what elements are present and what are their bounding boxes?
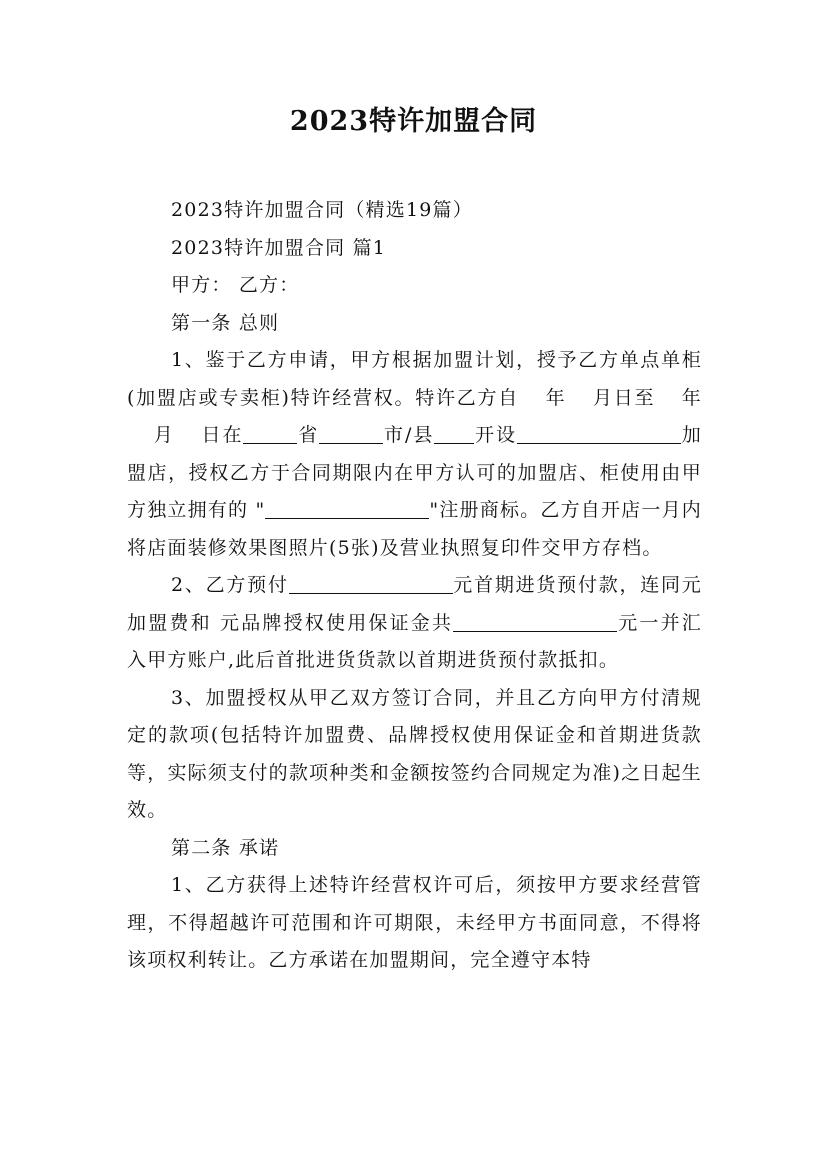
store-name-blank <box>517 424 681 444</box>
heading-line: 2023特许加盟合同 篇1 <box>171 236 387 259</box>
commitment-clause-1-paragraph: 1、乙方获得上述特许经营权许可后，须按甲方要求经营管理，不得超越许可范围和许可期限，未经甲方书面同意，不得将该项权利转让。乙方承诺在加盟期间，完全遵守本特 <box>127 874 702 971</box>
document-body <box>127 192 702 980</box>
clause-1-month-label: 月 <box>592 386 614 409</box>
clause-2-text-c: 元一并汇入甲方账户,此后首批进货货款以首期进货预付款抵扣。 <box>127 611 702 671</box>
clause-1-paragraph <box>127 342 702 567</box>
open-blank <box>434 424 474 444</box>
parties-line: 甲方： 乙方： <box>171 274 300 296</box>
city-blank <box>319 424 383 444</box>
section-heading-general: 第一条 总则 <box>171 311 280 334</box>
clause-1-year-label-2: 年 <box>681 386 703 409</box>
clause-1-text-l: "注册商标。乙方自开店一月内将店面装修效果图照片(5张)及营业执照复印件交甲方存档。 <box>127 499 702 559</box>
clause-1-month-label-2: 月 <box>153 424 175 446</box>
clause-1-day-to-label: 日至 <box>613 386 656 409</box>
clause-3-paragraph: 3、加盟授权从甲乙双方签订合同，并且乙方向甲方付清规定的款项(包括特许加盟费、品牌授权使用保证金和首期进货款等，实际须支付的款项种类和金额按签约合同规定为准)之日起生效。 <box>127 686 702 821</box>
province-blank <box>243 424 297 444</box>
city-county-label: 市/县 <box>383 424 435 446</box>
trademark-blank <box>265 499 429 519</box>
subtitle-line: 2023特许加盟合同（精选19篇） <box>171 199 473 221</box>
document-title: 2023特许加盟合同 <box>289 106 538 137</box>
clause-2-text-b: 元首期进货预付款，连同元加盟费和 元品牌授权使用保证金共 <box>127 574 702 634</box>
prepayment-blank <box>289 574 453 594</box>
clause-1-text-k: 加盟店，授权乙方于合同期限内在甲方认可的加盟店、柜使用由甲方独立拥有的 " <box>127 424 703 521</box>
clause-1-location-label: 日在 <box>200 424 244 446</box>
province-label: 省 <box>297 424 320 446</box>
clause-2-paragraph <box>127 567 702 680</box>
open-label: 开设 <box>474 424 518 446</box>
section-heading-commitment: 第二条 承诺 <box>171 836 280 859</box>
clause-1-text-a: 1、鉴于乙方申请，甲方根据加盟计划，授予乙方单点单柜(加盟店或专卖柜)特许经营权。特许乙方自 <box>127 349 702 409</box>
clause-2-text-a: 2、乙方预付 <box>171 574 289 596</box>
total-blank <box>453 612 617 632</box>
clause-1-year-label: 年 <box>545 386 567 409</box>
